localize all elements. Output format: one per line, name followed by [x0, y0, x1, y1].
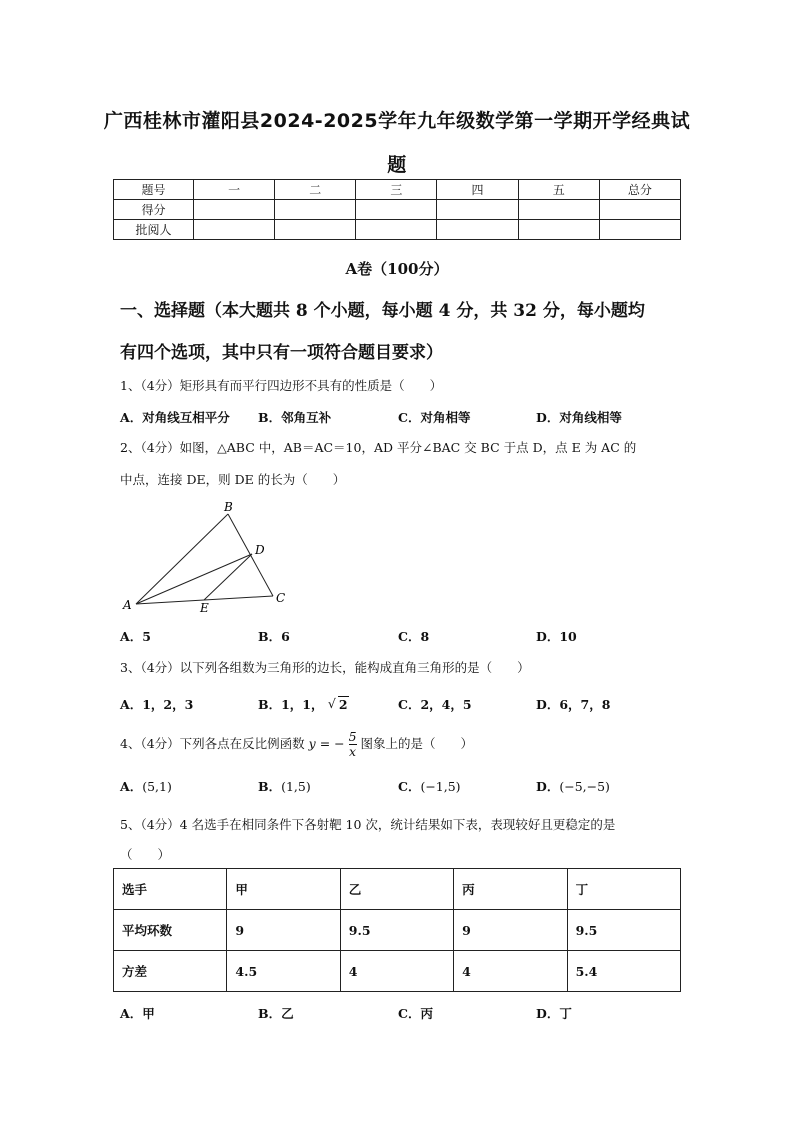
q1-option-d: D．对角线相等 — [536, 410, 622, 425]
score-cell: 题号 — [114, 180, 194, 200]
table-row — [114, 910, 681, 951]
q4-option-d — [536, 777, 610, 795]
label-d: D — [255, 543, 265, 557]
q4-numerator: 5 — [348, 729, 357, 744]
score-cell: 得分 — [114, 200, 194, 220]
score-cell — [437, 220, 518, 240]
label-c: C — [276, 591, 286, 605]
triangle-figure — [118, 500, 298, 620]
score-cell — [599, 200, 680, 220]
q4-option-b-point: (1,5) — [281, 779, 311, 794]
q4-option-a-point: (5,1) — [142, 779, 172, 794]
question-2-text-line2: 中点，连接 DE，则 DE 的长为（ ） — [120, 472, 346, 487]
table-cell: 9 — [454, 910, 567, 951]
section-heading-line1: 一、选择题（本大题共 8 个小题，每小题 4 分，共 32 分，每小题均 — [120, 301, 645, 321]
q4-option-b-letter: B． — [258, 779, 282, 794]
q4-formula-lhs: y = − — [308, 736, 345, 751]
table-cell: 丁 — [567, 869, 680, 910]
q3-option-d: D．6，7，8 — [536, 697, 611, 712]
table-cell: 9.5 — [340, 910, 453, 951]
sqrt-radicand: 2 — [338, 697, 348, 712]
q5-option-b: B．乙 — [258, 1006, 294, 1021]
score-cell — [599, 220, 680, 240]
score-cell: 五 — [518, 180, 599, 200]
q4-option-c — [398, 777, 461, 795]
q3-option-b — [258, 695, 349, 713]
table-cell: 选手 — [114, 869, 227, 910]
q4-denominator: x — [349, 744, 357, 759]
q2-option-d: D．10 — [536, 629, 577, 644]
table-cell: 9 — [227, 910, 340, 951]
exam-title-line1: 广西桂林市灌阳县2024-2025学年九年级数学第一学期开学经典试 — [103, 110, 691, 132]
q2-option-c: C．8 — [398, 629, 430, 644]
segment-de — [204, 554, 252, 600]
q4-option-d-letter: D． — [536, 779, 560, 794]
q4-option-a-letter: A． — [120, 779, 143, 794]
shooting-results-table — [113, 868, 681, 992]
score-cell — [518, 220, 599, 240]
q1-option-c: C．对角相等 — [398, 410, 471, 425]
q3-option-a: A．1，2，3 — [120, 697, 194, 712]
score-cell — [275, 220, 356, 240]
score-cell — [356, 200, 437, 220]
q4-option-c-point: (−1,5) — [420, 779, 461, 794]
score-cell — [194, 220, 275, 240]
table-cell: 9.5 — [567, 910, 680, 951]
question-5-text-line2: （ ） — [120, 847, 171, 862]
section-heading-line2: 有四个选项，其中只有一项符合题目要求） — [120, 343, 443, 363]
table-cell: 4 — [340, 951, 453, 992]
q4-text-after: 图象上的是（ ） — [360, 736, 474, 751]
label-e: E — [200, 601, 209, 615]
q3-option-c: C．2，4，5 — [398, 697, 472, 712]
score-cell: 批阅人 — [114, 220, 194, 240]
table-cell: 4.5 — [227, 951, 340, 992]
score-cell: 总分 — [599, 180, 680, 200]
segment-ad — [136, 554, 252, 604]
table-cell: 甲 — [227, 869, 340, 910]
score-cell — [518, 200, 599, 220]
table-cell: 平均环数 — [114, 910, 227, 951]
score-cell: 一 — [194, 180, 275, 200]
score-table — [113, 179, 681, 240]
score-cell: 三 — [356, 180, 437, 200]
question-5-text-line1: 5、（4分）4 名选手在相同条件下各射靶 10 次，统计结果如下表，表现较好且更稳定的是 — [120, 817, 616, 832]
score-cell — [356, 220, 437, 240]
q1-option-b: B．邻角互补 — [258, 410, 332, 425]
table-cell: 5.4 — [567, 951, 680, 992]
label-b: B — [224, 500, 233, 514]
table-cell: 方差 — [114, 951, 227, 992]
q5-option-c: C．丙 — [398, 1006, 433, 1021]
q2-option-b: B．6 — [258, 629, 290, 644]
q4-option-a — [120, 777, 172, 795]
question-1-text: 1、（4分）矩形具有而平行四边形不具有的性质是（ ） — [120, 378, 443, 393]
score-cell: 二 — [275, 180, 356, 200]
question-3-text: 3、（4分）以下列各组数为三角形的边长，能构成直角三角形的是（ ） — [120, 660, 530, 675]
q2-option-a: A．5 — [120, 629, 151, 644]
question-4-text — [120, 730, 473, 759]
score-cell — [194, 200, 275, 220]
sqrt-symbol: √ 2 — [327, 696, 348, 712]
score-table-row — [114, 200, 681, 220]
q4-option-b — [258, 777, 311, 795]
exam-title-line2: 题 — [387, 154, 407, 176]
q4-fraction — [349, 730, 357, 759]
table-cell: 丙 — [454, 869, 567, 910]
score-table-row — [114, 220, 681, 240]
question-2-text-line1: 2、（4分）如图，△ABC 中，AB＝AC＝10，AD 平分∠BAC 交 BC 于点 D，点 E 为 AC 的 — [120, 440, 637, 455]
q3-option-b-text: B．1，1， — [258, 697, 324, 712]
label-a: A — [123, 598, 132, 612]
table-row — [114, 951, 681, 992]
table-cell: 乙 — [340, 869, 453, 910]
paper-a-heading: A卷（100分） — [345, 260, 449, 278]
table-cell: 4 — [454, 951, 567, 992]
q4-option-c-letter: C． — [398, 779, 421, 794]
q5-option-d: D．丁 — [536, 1006, 572, 1021]
score-cell — [437, 200, 518, 220]
score-cell — [275, 200, 356, 220]
q1-option-a: A．对角线互相平分 — [120, 410, 230, 425]
table-row — [114, 869, 681, 910]
score-cell: 四 — [437, 180, 518, 200]
score-table-header-row — [114, 180, 681, 200]
q5-option-a: A．甲 — [120, 1006, 155, 1021]
q4-text-before: 4、（4分）下列各点在反比例函数 — [120, 736, 305, 751]
q4-option-d-point: (−5,−5) — [559, 779, 610, 794]
